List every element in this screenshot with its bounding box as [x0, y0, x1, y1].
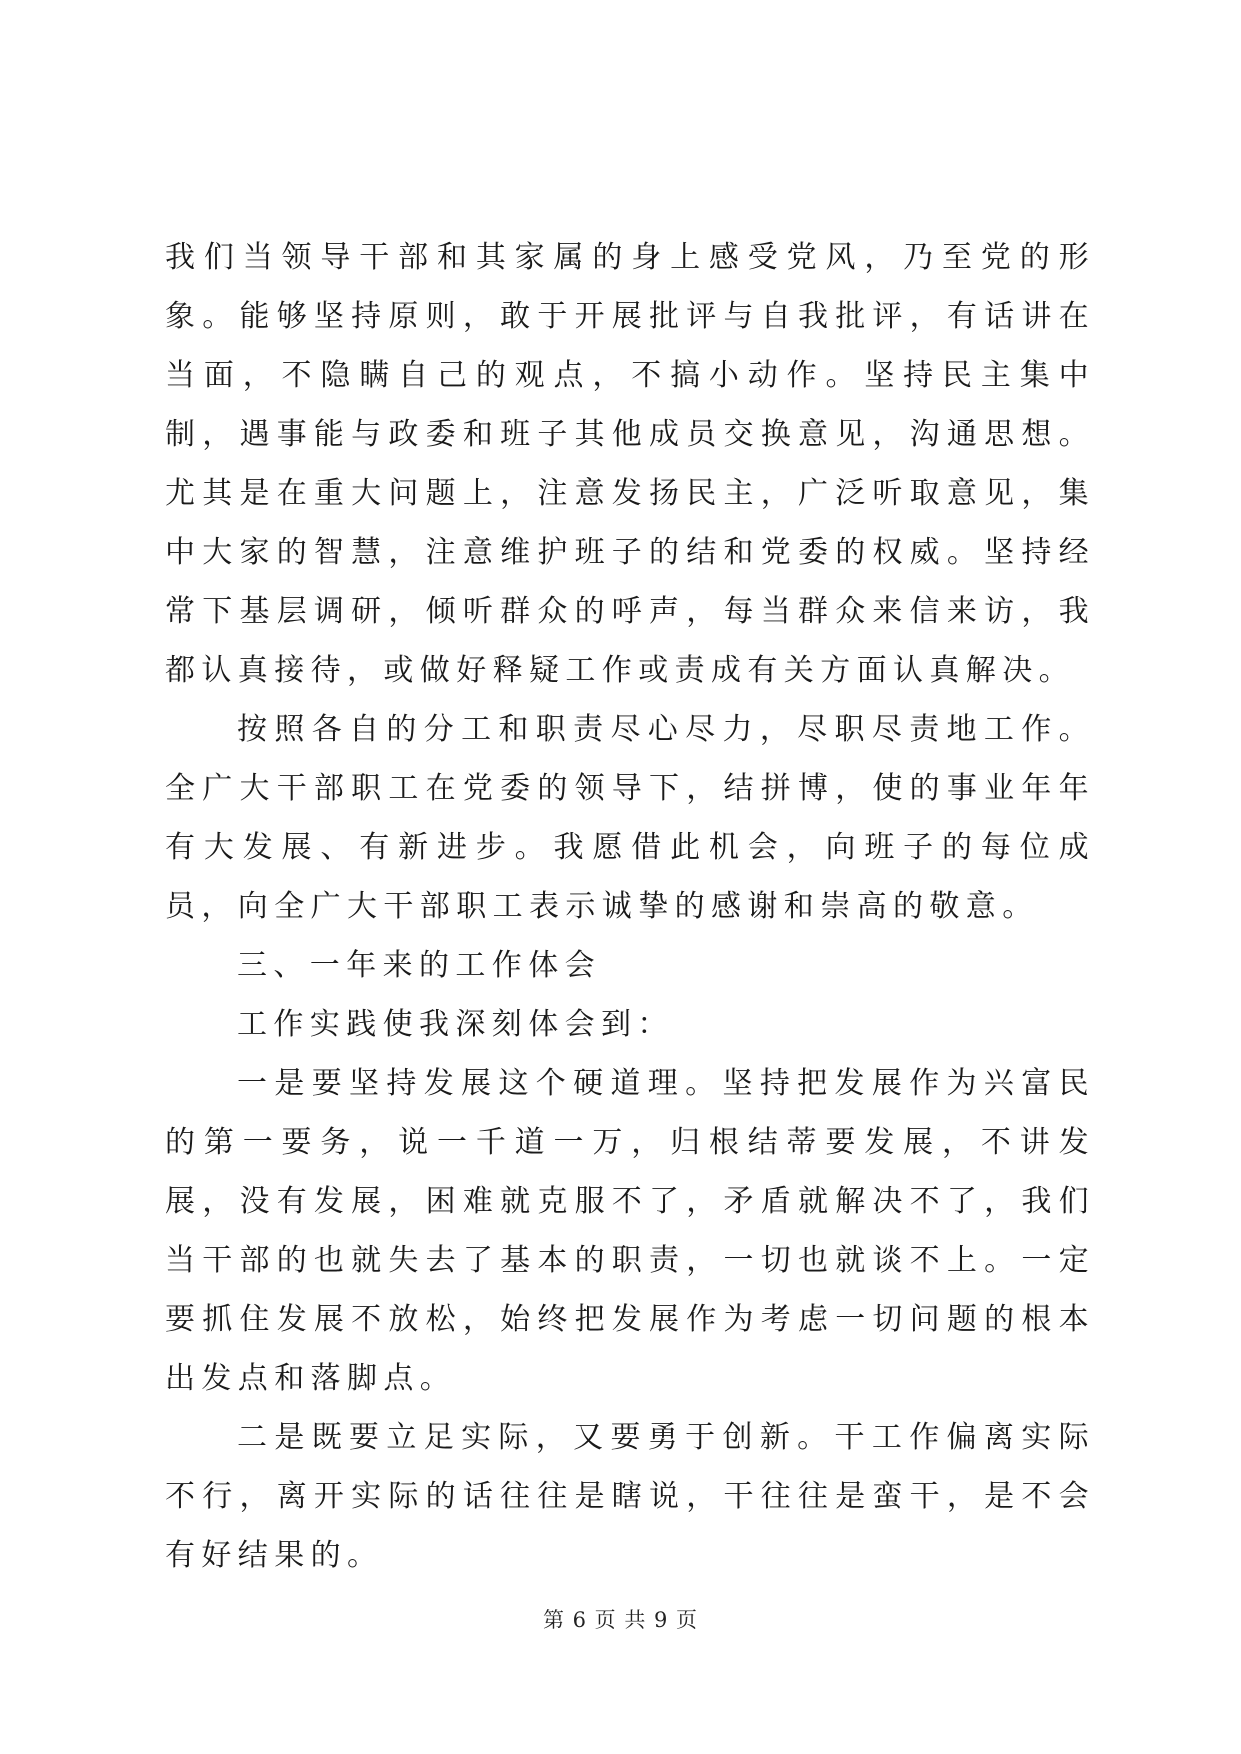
body-paragraph-point-2: 二是既要立足实际，又要勇于创新。干工作偏离实际不行，离开实际的话往往是瞎说，干往往是蛮干，是不会有好结果的。 — [165, 1420, 1095, 1573]
body-paragraph-intro: 工作实践使我深刻体会到： — [237, 1007, 674, 1042]
body-paragraph-point-1: 一是要坚持发展这个硬道理。坚持把发展作为兴富民的第一要务，说一千道一万，归根结蒂要发展，不讲发展，没有发展，困难就克服不了，矛盾就解决不了，我们当干部的也就失去了基本的职责，一切也就谈不上。一定要抓住发展不放松，始终把发展作为考虑一切问题的根本出发点和落脚点。 — [165, 1066, 1095, 1396]
section-heading: 三、一年来的工作体会 — [237, 948, 601, 983]
document-body — [165, 228, 1095, 1585]
body-paragraph-1: 我们当领导干部和其家属的身上感受党风，乃至党的形象。能够坚持原则，敢于开展批评与自我批评，有话讲在当面，不隐瞒自己的观点，不搞小动作。坚持民主集中制，遇事能与政委和班子其他成员交换意见，沟通思想。尤其是在重大问题上，注意发扬民主，广泛听取意见，集中大家的智慧，注意维护班子的结和党委的权威。坚持经常下基层调研，倾听群众的呼声，每当群众来信来访，我都认真接待，或做好释疑工作或责成有关方面认真解决。 — [165, 240, 1095, 688]
page-footer: 第 6 页 共 9 页 — [542, 1608, 699, 1632]
body-paragraph-2: 按照各自的分工和职责尽心尽力，尽职尽责地工作。全广大干部职工在党委的领导下，结拼博，使的事业年年有大发展、有新进步。我愿借此机会，向班子的每位成员，向全广大干部职工表示诚挚的感谢和崇高的敬意。 — [165, 712, 1095, 924]
